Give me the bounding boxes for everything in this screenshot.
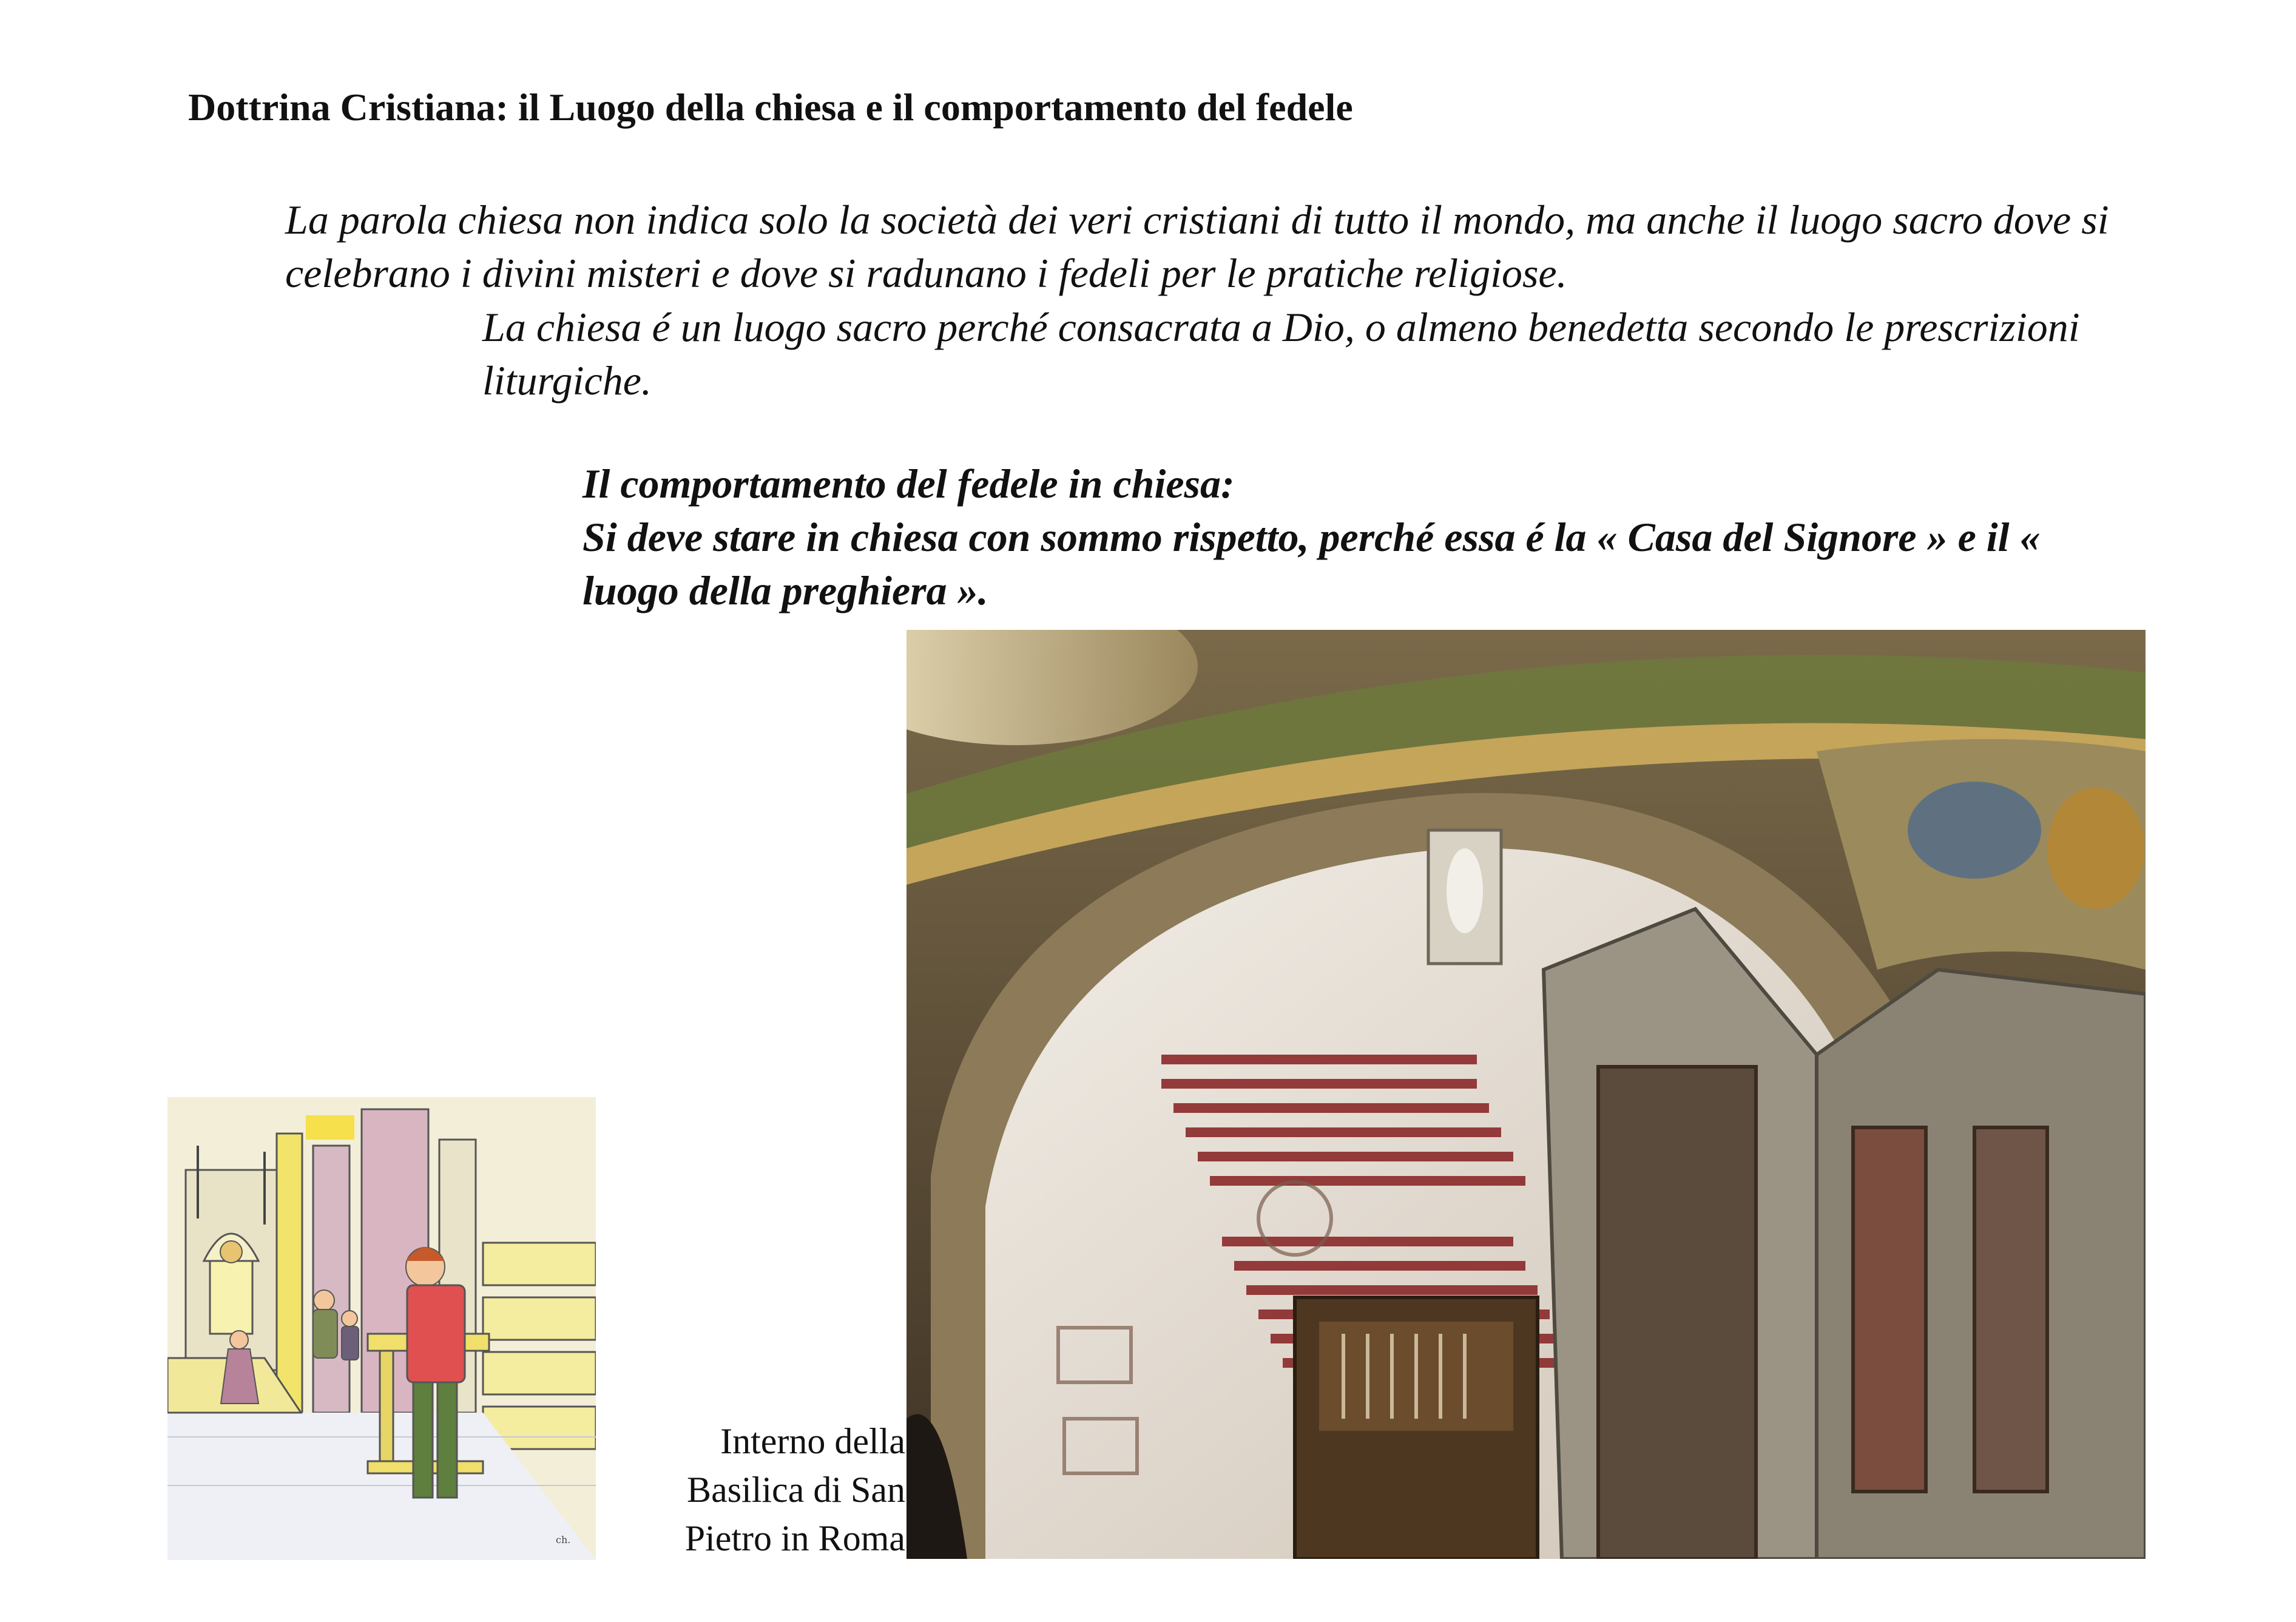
- paragraph-church-definition: La parola chiesa non indica solo la società dei veri cristiani di tutto il mondo, ma anche il luogo sacro dove si celebrano i divini misteri e dove si radunano i fedeli per le pratiche religiose.: [285, 197, 2109, 296]
- caption-line: Pietro in Roma: [684, 1518, 905, 1558]
- church-interior-illustration: [167, 1097, 596, 1560]
- caption-line: Interno della: [720, 1421, 905, 1461]
- basilica-interior-photo: [907, 630, 2146, 1559]
- photo-drawing: [907, 630, 2146, 1559]
- illustration-drawing: [167, 1097, 596, 1560]
- behaviour-text: Si deve stare in chiesa con sommo rispetto, perché essa é la « Casa del Signore » e il « luogo della preghiera ».: [582, 514, 2041, 613]
- behaviour-section: [582, 457, 2136, 617]
- paragraph-sacred-place: La chiesa é un luogo sacro perché consacrata a Dio, o almeno benedetta secondo le prescrizioni liturgiche.: [482, 304, 2080, 404]
- caption-line: Basilica di San: [687, 1470, 905, 1510]
- svg-text:ch.: ch.: [556, 1534, 571, 1546]
- page-title: Dottrina Cristiana: il Luogo della chiesa e il comportamento del fedele: [188, 86, 1353, 129]
- photo-caption: [643, 1417, 905, 1563]
- behaviour-heading: Il comportamento del fedele in chiesa:: [582, 461, 1235, 507]
